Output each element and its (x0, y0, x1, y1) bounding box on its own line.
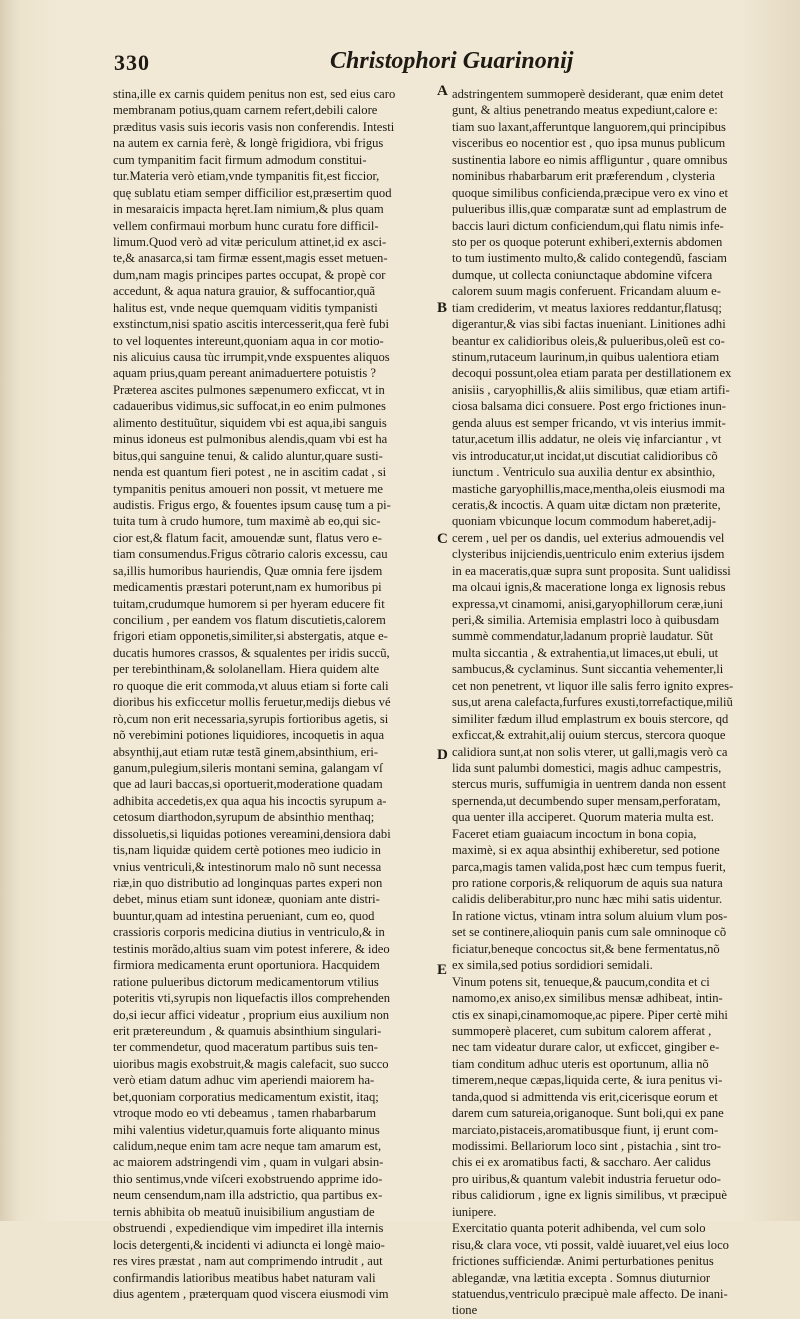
text-line: audistis. Frigus ergo, & fouentes ipsum causę tum a pi- (113, 497, 391, 512)
text-line: summoperè placeret, cum subitum calorem afferat , (452, 1023, 712, 1038)
text-line: præditus vasis suis iecoris vasis non conferendis. Intesti (113, 119, 395, 134)
text-line: stercus muris, suffumigia in uentrem danda non essent (452, 777, 726, 792)
text-line: darem cum satureia,origanoque. Sunt boli,qui ex pane (452, 1106, 724, 1121)
text-line: gunt, & altius penetrando meatus expediunt,calore e: (452, 103, 718, 118)
text-line: Faceret etiam guaiacum incoctum in bona copia, (452, 826, 697, 841)
text-line: to vel loquentes intereunt,quoniam aqua in cor motio- (113, 333, 384, 348)
text-line: lida sunt palumbi domestici, magis adhuc campestris, (452, 760, 722, 775)
text-line: obstruendi , expediendique vim impediret illa internis (113, 1221, 384, 1236)
text-line: firmiora medicamenta erunt oportuniora. Hacquidem (113, 958, 380, 973)
text-line: adstringentem summoperè desiderant, quæ enim detet (452, 87, 724, 101)
text-line: multa siccantia , & extrahentia,ut limaces,ut ebuli, ut (452, 645, 719, 660)
text-line: halitus est, vnde neque quemquam viditis tympanisti (113, 300, 378, 315)
text-line: marciato,pistaceis,aromatibusque fiunt, ij erunt com- (452, 1122, 719, 1137)
text-line: ablegandæ, vna lætitia excepta . Somnus diuturnior (452, 1270, 711, 1285)
text-line: tanda,quod si admittenda vis erit,cicerisque eorum et (452, 1089, 718, 1104)
text-line: cadaueribus vidimus,sic suffocat,in eo enim pulmones (113, 399, 386, 414)
text-line: modissimi. Bellariorum loco sint , pistachia , sint tro- (452, 1139, 721, 1153)
page-header (114, 48, 774, 84)
text-line: accedunt, & aqua natura grauior, & suffocantior,quã (113, 284, 376, 299)
text-line: tur.Materia verò etiam,vnde tympanitis fit,est ficcior, (113, 169, 380, 184)
text-line: calidis deliberabitur,pro nunc hæc mihi satis uidentur. (452, 892, 723, 907)
text-line: sto per os quoque poterunt exhiberi,externis abdomen (452, 234, 723, 249)
text-line: nis alicuius causa tùc irrumpit,vnde exspuentes aliquos (113, 350, 390, 364)
text-line: tiam suo laxant,afferuntque languorem,qui principibus (452, 119, 726, 134)
text-line: statuendus,ventriculo præcipuè male affecto. De inani- (452, 1286, 728, 1301)
text-line: do,si iecur affici videatur , proprium eius auxilium non (113, 1007, 390, 1022)
text-line: stina,ille ex carnis quidem penitus non est, sed eius caro (113, 87, 396, 101)
text-line: chis ei ex aromatibus facti, & saccharo. Aer calidus (452, 1155, 711, 1170)
text-line: bitus,qui sanguine tenui, & calido aluntur,quare susti- (113, 448, 383, 463)
text-line: ficiatur,beneque concoctus sit,& bene fermentatus,nõ (452, 941, 720, 956)
text-line: ducatis humores crassos, & squalentes per iridis succũ, (113, 645, 390, 660)
text-line: in ea maceratis,quæ supra sunt proposita. Sunt ualidissi (452, 563, 731, 578)
text-line: mastiche garyophillis,mace,mentha,oleis eiusmodi ma (452, 481, 725, 496)
text-line: visceribus eo nocentior est , quo ipsa munus publicum (452, 136, 726, 151)
text-line: ciosa balsama dici consuere. Post ergo frictiones inun- (452, 399, 726, 414)
text-line: te,& anasarca,si tam firmæ essent,magis esset metuen- (113, 251, 388, 266)
text-line: iunipere. (452, 1204, 497, 1219)
text-line: sambucus,& cyclaminus. Sunt siccantia vehementer,li (452, 662, 724, 677)
text-line: testinis morãdo,altius suam vim potest inferere, & ideo (113, 941, 390, 956)
text-line: anisiis , caryophillis,& aliis similibus, quæ etiam artifi- (452, 382, 730, 397)
text-line: minus idoneus est pulmonibus alendis,quam vbi est ha (113, 432, 388, 447)
text-line: similiter fædum illud emplastrum ex bouis stercore, qd (452, 711, 729, 726)
text-line: parca,magis tamen valida,post hæc cum tempus fuerit, (452, 859, 726, 874)
text-line: dius agentem , præterquam quod viscera eiusmodi vim (113, 1286, 389, 1301)
text-line: poteritis vti,syrupis non liquefactis illos comprehenden (113, 991, 391, 1006)
text-line: nec tam videatur durare calor, ut exficcet, gingiber e- (452, 1040, 720, 1055)
text-line: tiam conditum adhuc uteris est oportunum, allia nõ (452, 1056, 709, 1071)
text-line: cet non penetrent, vt liquor ille salis ferro ignito expres- (452, 678, 734, 693)
text-line: frictiones sufficiendæ. Animi perturbationes penitus (452, 1254, 714, 1269)
text-line: alimento destituũtur, siquidem vbi est aqua,ibi sanguis (113, 415, 387, 430)
text-line: risu,& clara voce, vti possit, valdè iuuaret,vel eius loco (452, 1237, 729, 1252)
text-line: nominibus rhabarbarum erit præferendum , clysteria (452, 169, 715, 184)
text-line: qua uenter illa acciperet. Quorum materia multa est. (452, 810, 714, 825)
text-line: res vires præstat , nam aut comprimendo intrudit , aut (113, 1254, 383, 1269)
text-line: calidiora sunt,at non solis vterer, ut galli,magis verò ca (452, 744, 728, 759)
text-line: concilium , per eandem vos flatum discutietis,calorem (113, 613, 386, 627)
text-line: exstinctum,nisi spatio ascitis intercesserit,qua ferè fubi (113, 317, 389, 332)
text-line: vis introducatur,ut incidat,ut discutiat calidioribus cõ (452, 448, 718, 463)
text-line: sustinentia labore eo nimis affliguntur , quare omnibus (452, 152, 728, 167)
text-line: medicamentis præstari poterunt,nam ex humoribus pi (113, 580, 382, 595)
text-line: ratione pulueribus dictorum medicamentorum vtilius (113, 974, 379, 989)
text-line: rò,cum non erit necessaria,syrupis fortioribus agetis, si (113, 711, 389, 726)
text-line: tis,nam liquidæ quidem certè potiones meo iudicio in (113, 843, 381, 858)
text-line: tuita tum à crudo humore, tum maximè ab eo,qui sic- (113, 514, 381, 529)
text-line: namomo,ex aniso,ex similibus mensæ adhibeat, intin- (452, 991, 723, 1006)
text-line: cerem , uel per os dandis, uel exterius admouendis vel (452, 530, 725, 545)
text-line: tione (452, 1303, 478, 1318)
margin-marker-d: D (437, 747, 448, 763)
running-title: Christophori Guarinonij (330, 48, 574, 74)
text-line: digerantur,& vias sibi factas inueniant. Linitiones adhi (452, 317, 726, 332)
text-line: tiam crediderim, vt meatus laxiores reddantur,flatusq; (452, 300, 722, 315)
text-line: sa,illis humoribus hauriendis, Quæ omnia fere ijsdem (113, 563, 383, 578)
text-line: crassioris corporis medicina diutius in ventriculo,& in (113, 925, 385, 940)
text-line: tympanitis penitus amoueri non possit, vt metuere me (113, 481, 384, 496)
margin-marker-e: E (437, 962, 448, 978)
text-line: summè commendatur,ladanum propriè laudatur. Sũt (452, 629, 714, 644)
text-line: ac maiorem adstringendi vim , quam in vulgari absin- (113, 1155, 384, 1170)
text-line: ternis abhibita ob meatuũ inuisibilium angustiam de (113, 1204, 375, 1219)
text-line: debet, minus etiam sunt idoneæ, quoniam ante distri- (113, 892, 380, 907)
text-line: sus,ut arena calefacta,furfures exusti,torrefactique,miliũ (452, 695, 733, 710)
text-line: per terebinthinam,& sololanellam. Hiera quidem alte (113, 662, 380, 677)
text-line: tiam consumendus.Frigus cõtrario caloris excessu, cau (113, 547, 388, 562)
text-line: set se continere,alioquin panis cum sale omninoque cõ (452, 925, 727, 940)
text-line: Præterea ascites pulmones sæpenumero exficcat, vt in (113, 382, 385, 397)
text-line: timerem,neque cæpas,liquida certe, & iura penitus vi- (452, 1073, 723, 1088)
text-line: ter commendetur, quod maceratum partibus suis ten- (113, 1040, 378, 1055)
text-line: na autem ex carnia ferè, & longè frigidiora, vbi frigus (113, 136, 384, 151)
text-line: ribus calidiorum , igne ex lignis similibus, vt præcipuè (452, 1188, 727, 1203)
text-line: expressa,vt cinamomi, anisi,garyophillorum ceræ,iuni (452, 596, 724, 611)
margin-marker-c: C (437, 531, 448, 547)
text-line: frigori etiam opponetis,similiter,si abstergatis, atque e- (113, 629, 388, 644)
text-line: neum censendum,nam illa adstrictio, qua partibus ex- (113, 1188, 383, 1203)
text-line: tatur,acetum illis addatur, ne oleis vię infarciantur , vt (452, 432, 722, 447)
text-line: dumque, ut collecta coniunctaque abdomine vifcera (452, 267, 713, 282)
text-line: que ad lauri baccas,si oportuerit,moderatione quadam (113, 777, 383, 792)
text-line: tuitam,crudumque humorem si per hyeram educere fit (113, 596, 385, 611)
text-line: decoqui possunt,olea etiam parata per destillationem ex (452, 366, 732, 381)
text-line: cetosum diarthodon,syrupum de absinthio menthaq; (113, 810, 375, 825)
text-line: cior est,& flatum facit, amouendæ sunt, flatus vero e- (113, 530, 382, 545)
text-line: locis detergenti,& incidenti vi adiuncta ei longè maio- (113, 1237, 385, 1252)
text-line: ceratis,& incoctis. A quam uitæ dictam non præterite, (452, 497, 721, 512)
text-line: ma olcaui ignis,& maceratione longa ex lignosis rebus (452, 580, 726, 595)
text-line: pulueribus illis,quæ comparatæ sunt ad emplastrum de (452, 202, 727, 217)
text-line: verò etiam datum adhuc vim aperiendi maiorem ha- (113, 1073, 375, 1088)
text-line: In ratione victus, vtinam intra solum aluium vlum pos- (452, 908, 728, 923)
text-line: maximè, si ex aqua absinthij exhiberetur, sed potione (452, 843, 720, 858)
text-line: adhibita accedetis,ex qua aqua his incoctis syrupum a- (113, 793, 387, 808)
text-line: Exercitatio quanta poterit adhibenda, vel cum solo (452, 1221, 706, 1236)
text-line: nõ verebimini potiones liquidiores, incoquetis in aqua (113, 728, 385, 743)
text-line: ex simila,sed potius sordidiori semidali. (452, 958, 653, 973)
text-line: pro uiribus,& quantum valebit industria feruetur odo- (452, 1171, 721, 1186)
text-line: membranam potius,quam carnem refert,debili calore (113, 103, 378, 118)
text-line: dioribus his exficcetur mollis feruetur,medijs diebus vé (113, 695, 391, 710)
text-line: buuntur,quam ad intestina perueniant, cum eo, quod (113, 908, 375, 923)
margin-marker-a: A (437, 83, 448, 99)
text-line: quoque similibus conficienda,præcipue vero ex vino et (452, 185, 728, 200)
text-line: vellem confirmaui morbum hunc curatu fore difficil- (113, 218, 379, 233)
text-line: genda aluus est semper fricando, vt vis interius immit- (452, 415, 726, 430)
text-line: to tum iustimento multo,& calido contegendũ, fasciam (452, 251, 727, 266)
text-line: ctis ex sinapi,cinamomoque,ac pipere. Piper certè mihi (452, 1007, 728, 1022)
page-number: 330 (114, 50, 150, 75)
text-line: dissoluetis,si liquidas potiones vereamini,densiora dabi (113, 826, 391, 841)
text-line: exficcat,& extrahit,alij ouium stercus, stercora quoque (452, 728, 726, 743)
text-line: ro quoque die erit commoda,vt aluus etiam si forte cali (113, 678, 389, 693)
text-line: bet,quoniam corporatius medicamentum existit, itaq; (113, 1089, 379, 1104)
text-line: riæ,in quo distributio ad longinquas partes experi non (113, 876, 383, 890)
text-line: quoniam vbicunque locum commodum haberet,adij- (452, 514, 717, 529)
text-line: beantur ex calidioribus oleis,& pulueribus,oleũ est co- (452, 333, 725, 348)
text-line: confirmandis latioribus meatibus habet naturam vali (113, 1270, 376, 1285)
text-line: quę sublatu etiam semper difficilior est,præsertim quod (113, 185, 392, 200)
text-line: absynthij,aut etiam rutæ testã ginem,absinthium, eri- (113, 744, 379, 759)
text-line: uioribus magis exobstruit,& magis calefacit, suo succo (113, 1056, 389, 1071)
text-line: clysteribus inijciendis,uentriculo enim exterius ijsdem (452, 547, 725, 562)
text-line: limum.Quod verò ad vitæ periculum attinet,id ex asci- (113, 234, 387, 249)
text-line: iunctum . Ventriculo sua auxilia dentur ex absinthio, (452, 465, 716, 480)
text-line: dum,nam magis principes partes occupat, & propè cor (113, 267, 386, 282)
text-line: calorem suum magis conferuent. Fricandam aluum e- (452, 284, 721, 299)
text-line: erit prætereundum , & quamuis absinthium singulari- (113, 1023, 382, 1038)
text-line: peri,& similia. Artemisia emplastri loco à quibusdam (452, 613, 720, 627)
text-line: Vinum potens sit, tenueque,& paucum,condita et ci (452, 974, 710, 989)
text-line: in mesaraicis impacta hęret.Iam nimium,& plus quam (113, 202, 384, 217)
left-text-column (113, 86, 431, 1302)
text-line: nenda est quantum fieri potest , ne in ascitim cadat , si (113, 465, 387, 480)
text-line: mihi valentius videtur,quamuis forte aliquanto minus (113, 1122, 380, 1137)
text-line: calidum,neque enim tam acre neque tam amarum est, (113, 1139, 382, 1153)
text-line: vtroque modo eo vti debeamus , tamen rhabarbarum (113, 1106, 376, 1121)
margin-marker-b: B (437, 300, 448, 316)
text-line: aquam prius,quam pereant animaduertere potuistis ? (113, 366, 376, 381)
right-text-column (452, 86, 764, 1319)
text-line: stinum,rutaceum laurinum,in quibus ualentiora etiam (452, 350, 720, 364)
text-line: baccis lauri dictum conficiendum,qui flatu nimis infe- (452, 218, 724, 233)
text-line: spernenda,ut decumbendo super mensam,perforatam, (452, 793, 721, 808)
text-line: cum tympanitim facit firmum admodum constitui- (113, 152, 367, 167)
text-line: ganum,pulegium,sileris montani semina, galangam vſ (113, 760, 383, 775)
text-line: vnius ventriculi,& intestinorum malo nõ sunt necessa (113, 859, 382, 874)
text-line: pro ratione corporis,& reliquorum de aquis sua natura (452, 876, 723, 890)
text-line: thio sentimus,vnde viſceri exobstruendo apprime ido- (113, 1171, 383, 1186)
